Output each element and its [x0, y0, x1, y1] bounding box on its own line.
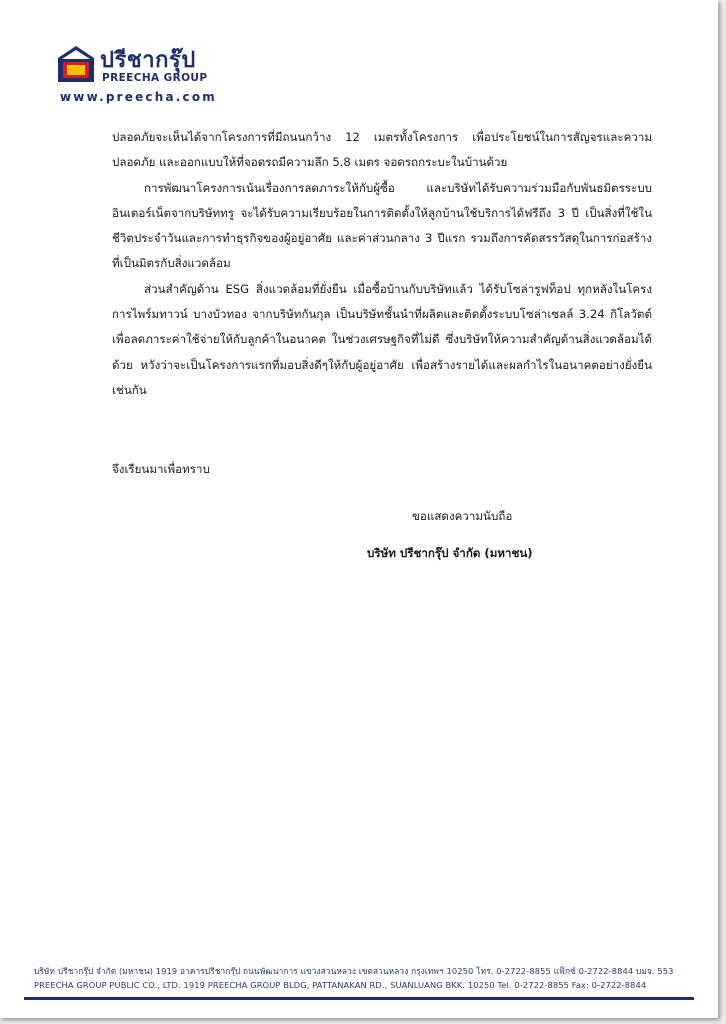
footer-divider	[24, 997, 694, 1000]
website-url: www.preecha.com	[60, 90, 218, 104]
footer-address-english: PREECHA GROUP PUBLIC CO., LTD. 1919 PREECHA GROUP BLDG, PATTANAKAN RD., SUANLUANG BKK. 10250 Tel. 0-2722-8855 Fax: 0-2722-8844	[34, 980, 647, 990]
footer-address-thai: บริษัท ปรีชากรุ๊ป จำกัด (มหาชน) 1919 อาคารปรีชากรุ๊ป ถนนพัฒนาการ แขวงสวนหลวง เขตสวนหลวง กรุงเทพฯ 10250 โทร. 0-2722-8855 แฟ็กซ์ 0-2722-8844 บมจ. 553	[34, 966, 674, 976]
paragraph-3: ส่วนสำคัญด้าน ESG สิ่งแวดล้อมที่ยั่งยืน เมื่อซื้อบ้านกับบริษัทแล้ว ได้รับโซล่ารูฟท็อป ทุกหลังในโครงการไพร์มทาวน์ บางบัวทอง จากบริษัทกันกุล เป็นบริษัทชั้นนำที่ผลิตและติดตั้งระบบโซล่าเซลล์ 3.24 กิโลวัตต์ เพื่อลดภาระค่าใช้จ่ายให้กับลูกค้าในอนาคต ในช่วงเศรษฐกิจที่ไม่ดี ซึ่งบริษัทให้ความสำคัญด้านสิ่งแวดล้อมได้ด้วย หวังว่าจะเป็นโครงการแรกที่มอบสิ่งดีๆให้กับผู้อยู่อาศัย เพื่อสร้างรายได้และผลกำไรในอนาคตอย่างยั่งยืนเช่นกัน	[112, 281, 652, 397]
regards-line: ขอแสดงความนับถือ	[412, 509, 513, 523]
logo-english-name: PREECHA GROUP	[102, 72, 208, 84]
paragraph-1: ปลอดภัยจะเห็นได้จากโครงการที่มีถนนกว้าง 12 เมตรทั้งโครงการ เพื่อประโยชน์ในการสัญจรและความปลอดภัย และออกแบบให้ที่จอดรถมีความลึก 5.8 เมตร จอดรถกระบะในบ้านด้วย	[112, 130, 652, 170]
company-logo	[56, 42, 216, 108]
letter-body	[112, 125, 652, 403]
signatory-company: บริษัท ปรีชากรุ๊ป จำกัด (มหาชน)	[367, 546, 533, 560]
logo-thai-name: ปรีชากรุ๊ป	[100, 48, 196, 73]
paragraph-2: การพัฒนาโครงการเน้นเรื่องการลดภาระให้กับผู้ซื้อ และบริษัทได้รับความร่วมมือกับพันธมิตรระบบอินเตอร์เน็ตจากบริษัททรู จะได้รับความเรียบร้อยในการติดตั้งให้ลูกบ้านใช้บริการได้ฟรีถึง 3 ปี เป็นสิ่งที่ใช้ในชีวิตประจำวันและการทำธุรกิจของผู้อยู่อาศัย และค่าส่วนกลาง 3 ปีแรก รวมถึงการคัดสรรวัสดุในการก่อสร้างที่เป็นมิตรกับสิ่งแวดล้อม	[112, 180, 652, 271]
closing-line: จึงเรียนมาเพื่อทราบ	[112, 462, 210, 476]
house-logo-icon	[56, 44, 96, 84]
